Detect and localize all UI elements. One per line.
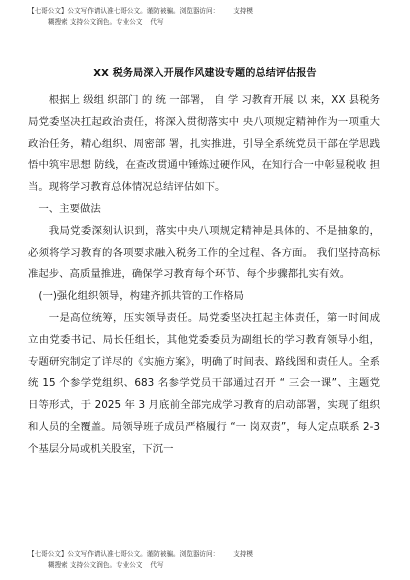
footer-line-2-text: 糊搜索 支持公文润色。专业公文 bbox=[48, 561, 143, 569]
footer-line-1 bbox=[28, 549, 388, 560]
document-title: XX 税务局深入开展作风建设专题的总结评估报告 bbox=[93, 68, 317, 79]
header-line-2-text: 糊搜索 支持公文润色。专业公文 bbox=[48, 18, 143, 26]
header-banner bbox=[28, 6, 388, 28]
header-line-2-tail: 代写 bbox=[150, 18, 164, 26]
header-line-1-text: 【七哥公文】公文写作请认准七哥公文。谨防被骗。浏览器访问： bbox=[28, 7, 220, 15]
intro-paragraph: 根据上 级组 织部门 的 统 一部署， 自 学 习教育开展 以 来，XX 县税务局党委坚决扛起政治责任，将深入贯彻落实中 央八项规定精神作为一项重大政治任务，精心组织、周密部 署，扎实推进，引导全系统党员干部在学思践悟中筑牢思想 防线，在查改贯通中锤炼过硬作风，在知行合一中彰显税收 担当。现将学习教育总体情况总结评估如下。 bbox=[28, 94, 380, 194]
document-body bbox=[28, 90, 380, 461]
footer-line-2-tail: 代写 bbox=[150, 561, 164, 569]
section-heading-main-practices: 一、主要做法 bbox=[38, 202, 101, 215]
footer-line-2 bbox=[28, 560, 388, 571]
subsection-heading-organization: (一)强化组织领导，构建齐抓共管的工作格局 bbox=[38, 290, 244, 303]
section-paragraph: 我局党委深刻认识到，落实中央八项规定精神是具体的、不是抽象的，必须将学习教育的各项要求融入税务工作的全过程、各方面。 我们坚持高标准起步、高质量推进，确保学习教育每个环节、每个步骤都扎实有效。 bbox=[28, 224, 380, 281]
footer-line-1-tail: 支持模 bbox=[233, 550, 253, 558]
footer-line-1-text: 【七哥公文】公文写作请认准七哥公文。谨防被骗。浏览器访问： bbox=[28, 550, 220, 558]
footer-banner bbox=[28, 549, 388, 571]
header-line-1-tail: 支持模 bbox=[233, 7, 253, 15]
header-line-1 bbox=[28, 6, 388, 17]
header-line-2 bbox=[28, 17, 388, 28]
subsection-paragraph: 一是高位统筹，压实领导责任。局党委坚决扛起主体责任，第一时间成立由党委书记、局长任组长，其他党委委员为副组长的学习教育领导小组，专题研究制定了详尽的《实施方案》，明确了时间表、路线图和责任人。全系统 15 个参学党组织、683 名参学党员干部通过召开 “ 三会一课”、主题党 日等形式，于 2025 年 3 月底前全部完成学习教育的启动部署，实现了组织和人员的全覆盖。局领导班子成员严格履行 “一 岗双责”，每人定点联系 2-3 个基层分局或机关股室，下沉一 bbox=[28, 311, 380, 455]
